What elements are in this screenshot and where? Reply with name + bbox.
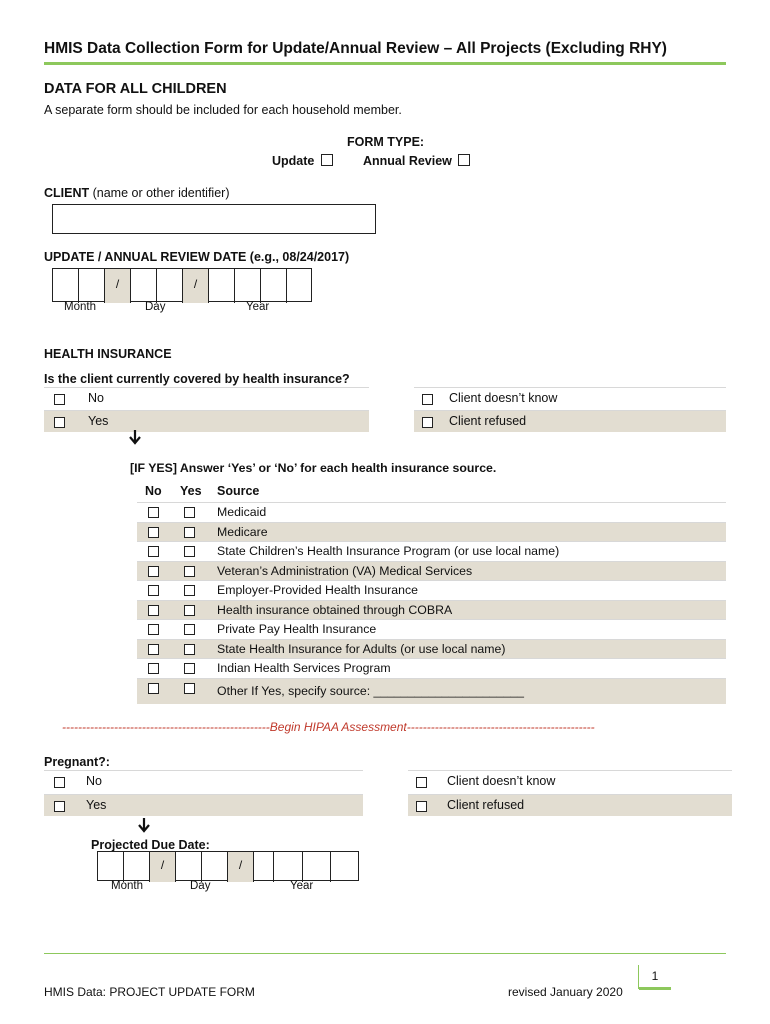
health-insurance-question: Is the client currently covered by health insurance? — [44, 372, 350, 386]
health-source-label: Veteran’s Administration (VA) Medical Services — [217, 563, 473, 578]
hipaa-banner: ----------------------------------------------------Begin HIPAA Assessment----------------------------------------------- — [62, 720, 595, 734]
due-date-month-2[interactable] — [124, 852, 150, 882]
form-type-update-checkbox[interactable] — [321, 154, 333, 166]
pregnant-option-yes[interactable] — [44, 794, 363, 816]
health-source-no-checkbox[interactable] — [148, 546, 159, 557]
review-date-label: UPDATE / ANNUAL REVIEW DATE (e.g., 08/24/2017) — [44, 250, 350, 264]
client-label-bold: CLIENT — [44, 186, 90, 200]
health-source-row — [137, 580, 726, 600]
pregnant-option-refused-checkbox[interactable] — [416, 801, 427, 812]
due-date-field[interactable] — [97, 851, 359, 881]
health-col-no: No — [145, 484, 162, 498]
client-name-field[interactable] — [52, 204, 376, 234]
pregnant-question: Pregnant?: — [44, 755, 110, 769]
review-date-day-2[interactable] — [157, 269, 183, 303]
health-option-doesnt-know[interactable] — [414, 387, 726, 409]
health-source-row — [137, 639, 726, 659]
health-source-yes-checkbox[interactable] — [184, 566, 195, 577]
footer-rule — [44, 953, 726, 954]
health-source-yes-checkbox[interactable] — [184, 585, 195, 596]
health-source-label: State Children’s Health Insurance Program (or use local name) — [217, 544, 560, 558]
pregnant-option-yes-label: Yes — [86, 798, 107, 812]
pregnant-option-refused-label: Client refused — [447, 798, 525, 812]
pregnant-option-doesnt-know-checkbox[interactable] — [416, 777, 427, 788]
footer-form-name: HMIS Data: PROJECT UPDATE FORM — [44, 985, 255, 999]
health-option-yes[interactable] — [44, 410, 369, 432]
health-source-label: Health insurance obtained through COBRA — [217, 602, 453, 617]
health-source-no-checkbox[interactable] — [148, 663, 159, 674]
health-col-source: Source — [217, 484, 260, 498]
pregnant-option-no-checkbox[interactable] — [54, 777, 65, 788]
review-date-month-2[interactable] — [79, 269, 105, 303]
review-date-year-4[interactable] — [287, 269, 313, 303]
footer-revised: revised January 2020 — [508, 985, 623, 999]
pregnant-option-no[interactable] — [44, 770, 363, 792]
form-type-annual-checkbox[interactable] — [458, 154, 470, 166]
health-source-no-checkbox[interactable] — [148, 527, 159, 538]
review-date-day-1[interactable] — [131, 269, 157, 303]
health-option-no[interactable] — [44, 387, 369, 409]
health-source-label: Indian Health Services Program — [217, 661, 391, 675]
pregnant-option-yes-checkbox[interactable] — [54, 801, 65, 812]
health-option-refused-label: Client refused — [449, 414, 527, 428]
health-source-label: Private Pay Health Insurance — [217, 622, 377, 636]
pregnant-option-doesnt-know-label: Client doesn’t know — [447, 774, 556, 788]
health-source-yes-checkbox[interactable] — [184, 644, 195, 655]
health-source-yes-checkbox[interactable] — [184, 546, 195, 557]
client-label-rest: (name or other identifier) — [89, 186, 230, 200]
pregnant-arrow-down-icon — [137, 817, 151, 836]
health-source-label: State Health Insurance for Adults (or use local name) — [217, 641, 506, 656]
health-source-label: Employer-Provided Health Insurance — [217, 583, 418, 597]
due-date-year-1[interactable] — [244, 852, 274, 882]
health-source-yes-checkbox[interactable] — [184, 683, 195, 694]
health-source-yes-checkbox[interactable] — [184, 507, 195, 518]
due-date-day-label: Day — [190, 880, 211, 892]
health-source-no-checkbox[interactable] — [148, 585, 159, 596]
pregnant-option-doesnt-know[interactable] — [408, 770, 732, 792]
health-source-no-checkbox[interactable] — [148, 624, 159, 635]
review-date-day-label: Day — [145, 301, 166, 313]
health-option-no-checkbox[interactable] — [54, 394, 65, 405]
health-source-label: Medicaid — [217, 505, 267, 519]
health-source-row — [137, 678, 726, 704]
due-date-separator-2: / — [228, 852, 254, 882]
health-arrow-down-icon — [128, 429, 142, 450]
review-date-month-1[interactable] — [53, 269, 79, 303]
health-source-row — [137, 561, 726, 581]
health-source-label: Other If Yes, specify source: ______________________ — [217, 683, 524, 698]
health-source-yes-checkbox[interactable] — [184, 663, 195, 674]
health-source-yes-checkbox[interactable] — [184, 605, 195, 616]
health-insurance-heading: HEALTH INSURANCE — [44, 347, 172, 361]
health-option-doesnt-know-checkbox[interactable] — [422, 394, 433, 405]
review-date-year-3[interactable] — [261, 269, 287, 303]
health-if-yes-instruction: [IF YES] Answer ‘Yes’ or ‘No’ for each health insurance source. — [130, 461, 497, 475]
health-col-yes: Yes — [180, 484, 202, 498]
form-type-annual[interactable] — [363, 154, 470, 168]
review-date-separator-1: / — [105, 269, 131, 303]
review-date-year-2[interactable] — [235, 269, 261, 303]
review-date-separator-2: / — [183, 269, 209, 303]
due-date-month-label: Month — [111, 880, 143, 892]
review-date-year-1[interactable] — [209, 269, 235, 303]
due-date-separator-1: / — [150, 852, 176, 882]
form-title: HMIS Data Collection Form for Update/Annual Review – All Projects (Excluding RHY) — [44, 40, 667, 57]
health-source-row — [137, 658, 726, 678]
health-source-row — [137, 522, 726, 542]
page-number: 1 — [651, 969, 659, 983]
review-date-year-label: Year — [246, 301, 270, 313]
due-date-year-4[interactable] — [331, 852, 358, 882]
due-date-day-1[interactable] — [176, 852, 202, 882]
due-date-year-label: Year — [290, 880, 314, 892]
health-source-row — [137, 541, 726, 561]
form-type-label: FORM TYPE: — [347, 135, 425, 149]
health-source-label: Medicare — [217, 524, 268, 539]
health-option-refused-checkbox[interactable] — [422, 417, 433, 428]
page-number-box — [638, 965, 671, 989]
form-type-update-label: Update — [272, 154, 315, 168]
pregnant-option-refused[interactable] — [408, 794, 732, 816]
health-option-doesnt-know-label: Client doesn’t know — [449, 391, 558, 405]
form-type-update[interactable] — [272, 154, 333, 168]
due-date-month-1[interactable] — [98, 852, 124, 882]
health-source-row — [137, 600, 726, 620]
section-note: A separate form should be included for each household member. — [44, 103, 402, 117]
health-option-refused[interactable] — [414, 410, 726, 432]
review-date-field[interactable] — [52, 268, 312, 302]
due-date-year-2[interactable] — [274, 852, 303, 882]
health-source-no-checkbox[interactable] — [148, 605, 159, 616]
health-option-yes-label: Yes — [88, 414, 109, 428]
due-date-year-3[interactable] — [303, 852, 331, 882]
due-date-label: Projected Due Date: — [91, 838, 210, 852]
health-source-yes-checkbox[interactable] — [184, 527, 195, 538]
client-label — [44, 186, 229, 200]
health-option-yes-checkbox[interactable] — [54, 417, 65, 428]
health-source-row — [137, 619, 726, 639]
health-source-no-checkbox[interactable] — [148, 566, 159, 577]
form-type-annual-label: Annual Review — [363, 154, 452, 168]
pregnant-option-no-label: No — [86, 774, 102, 788]
health-option-no-label: No — [88, 391, 104, 405]
review-date-month-label: Month — [64, 301, 96, 313]
section-heading: DATA FOR ALL CHILDREN — [44, 81, 227, 97]
health-source-no-checkbox[interactable] — [148, 507, 159, 518]
title-rule — [44, 62, 726, 65]
due-date-day-2[interactable] — [202, 852, 228, 882]
health-source-yes-checkbox[interactable] — [184, 624, 195, 635]
health-source-row — [137, 502, 726, 522]
health-source-no-checkbox[interactable] — [148, 644, 159, 655]
page-number-underline — [639, 987, 671, 990]
health-source-no-checkbox[interactable] — [148, 683, 159, 694]
